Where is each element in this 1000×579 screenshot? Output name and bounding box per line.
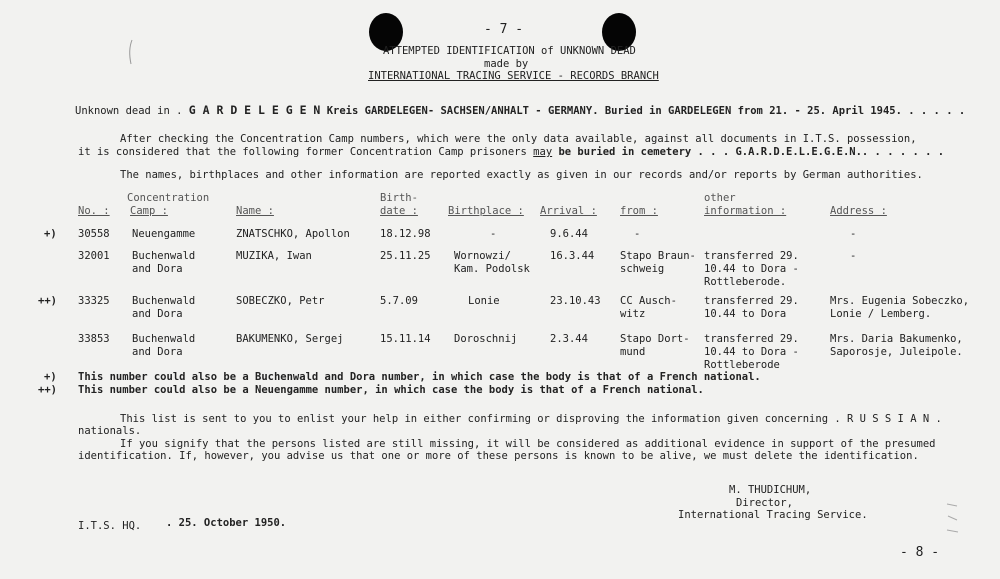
row-from: Stapo Braun- schweig xyxy=(620,250,696,275)
header-other-2: information : xyxy=(704,205,787,217)
row-birthplace: Lonie xyxy=(468,295,500,307)
row-from: Stapo Dort- mund xyxy=(620,333,690,358)
header-birth-1: Birth- xyxy=(380,192,418,204)
row-other: transferred 29. 10.44 to Dora - Rottleberode xyxy=(704,333,799,371)
row-arrival: 16.3.44 xyxy=(550,250,595,262)
row-arrival: 2.3.44 xyxy=(550,333,588,345)
row-from: CC Ausch- witz xyxy=(620,295,677,320)
intro-town: G A R D E L E G E N xyxy=(188,103,321,117)
row-birth: 15.11.14 xyxy=(380,333,431,345)
row-no: 33853 xyxy=(78,333,110,345)
header-birthplace: Birthplace : xyxy=(448,205,524,217)
row-arrival: 23.10.43 xyxy=(550,295,601,307)
row-birth: 5.7.09 xyxy=(380,295,418,307)
row-name: SOBECZKO, Petr xyxy=(236,295,325,307)
row-birthplace: - xyxy=(490,228,497,240)
row-name: BAKUMENKO, Sergej xyxy=(236,333,344,345)
row-mark: ++) xyxy=(38,295,57,307)
row-address: - xyxy=(850,250,857,262)
margin-pencil-mark xyxy=(943,500,963,540)
intro-para1-line2-a: it is considered that the following former Concentration Camp prisoners xyxy=(78,146,527,158)
row-address: Mrs. Daria Bakumenko, Saporosje, Juleipole. xyxy=(830,333,963,358)
row-birth: 25.11.25 xyxy=(380,250,431,262)
intro-rest: Kreis GARDELEGEN- SACHSEN/ANHALT - GERMANY. Buried in GARDELEGEN from 21. - 25. April 1945. . . . . . xyxy=(326,105,966,117)
signature-org: International Tracing Service. xyxy=(678,509,868,521)
intro-para1-line2-b: be buried in cemetery . . . G.A.R.D.E.L.E.G.E.N.. . . . . . . xyxy=(558,146,945,158)
intro-para1-line1: After checking the Concentration Camp numbers, which were the only data available, against all documents in I.T.S. possession, xyxy=(120,133,917,145)
header-other-1: other xyxy=(704,192,736,204)
pencil-mark xyxy=(122,38,142,68)
closing-p2-line2: identification. If, however, you advise us that one or more of these persons is known to be alive, we must delete the identification. xyxy=(78,450,919,462)
row-camp: Buchenwald and Dora xyxy=(132,333,196,358)
signature-name: M. THUDICHUM, xyxy=(729,484,812,496)
row-camp: Buchenwald and Dora xyxy=(132,295,196,320)
row-address: - xyxy=(850,228,857,240)
header-birth-2: date : xyxy=(380,205,418,217)
row-from: - xyxy=(634,228,641,240)
row-no: 30558 xyxy=(78,228,110,240)
intro-para2: The names, birthplaces and other information are reported exactly as given in our records and/or reports by German authorities. xyxy=(120,169,923,181)
header-no: No. : xyxy=(78,205,110,217)
footer-place: I.T.S. HQ. xyxy=(78,520,142,532)
note-mark: ++) xyxy=(38,384,57,396)
intro-para1-may: may xyxy=(533,146,553,158)
intro-para1-line2 xyxy=(78,146,944,158)
page-number-bottom: - 8 - xyxy=(900,545,940,560)
header-from: from : xyxy=(620,205,658,217)
closing-p2-line1: If you signify that the persons listed are still missing, it will be considered as additional evidence in support of the presumed xyxy=(120,438,936,450)
row-camp: Neuengamme xyxy=(132,228,196,240)
row-birthplace: Wornowzi/ Kam. Podolsk xyxy=(454,250,530,275)
row-birth: 18.12.98 xyxy=(380,228,431,240)
row-other: transferred 29. 10.44 to Dora - Rottleberode. xyxy=(704,250,799,288)
page-number-top: - 7 - xyxy=(484,22,524,37)
intro-line xyxy=(75,103,965,117)
row-no: 33325 xyxy=(78,295,110,307)
row-mark: +) xyxy=(44,228,57,240)
header-name: Name : xyxy=(236,205,274,217)
header-camp-1: Concentration xyxy=(127,192,210,204)
closing-p1-line1: This list is sent to you to enlist your help in either confirming or disproving the information given concerning . R U S S I A N . xyxy=(120,413,942,425)
row-name: ZNATSCHKO, Apollon xyxy=(236,228,350,240)
heading-line-2: made by xyxy=(484,58,529,70)
intro-prefix: Unknown dead in . xyxy=(75,105,183,117)
footer-date: . 25. October 1950. xyxy=(166,517,287,529)
row-other: transferred 29. 10.44 to Dora xyxy=(704,295,799,320)
row-no: 32001 xyxy=(78,250,110,262)
header-camp-2: Camp : xyxy=(130,205,168,217)
note-text: This number could also be a Buchenwald and Dora number, in which case the body is that of a French national. xyxy=(78,371,761,383)
heading-line-1: ATTEMPTED IDENTIFICATION of UNKNOWN DEAD xyxy=(383,45,636,57)
heading-line-3: INTERNATIONAL TRACING SERVICE - RECORDS BRANCH xyxy=(368,70,659,82)
row-camp: Buchenwald and Dora xyxy=(132,250,196,275)
row-name: MUZIKA, Iwan xyxy=(236,250,312,262)
row-birthplace: Doroschnij xyxy=(454,333,518,345)
note-mark: +) xyxy=(44,371,57,383)
header-address: Address : xyxy=(830,205,887,217)
note-text: This number could also be a Neuengamme number, in which case the body is that of a French national. xyxy=(78,384,704,396)
signature-title: Director, xyxy=(736,497,793,509)
row-address: Mrs. Eugenia Sobeczko, Lonie / Lemberg. xyxy=(830,295,970,320)
closing-p1-line2: nationals. xyxy=(78,425,142,437)
header-arrival: Arrival : xyxy=(540,205,597,217)
row-arrival: 9.6.44 xyxy=(550,228,588,240)
